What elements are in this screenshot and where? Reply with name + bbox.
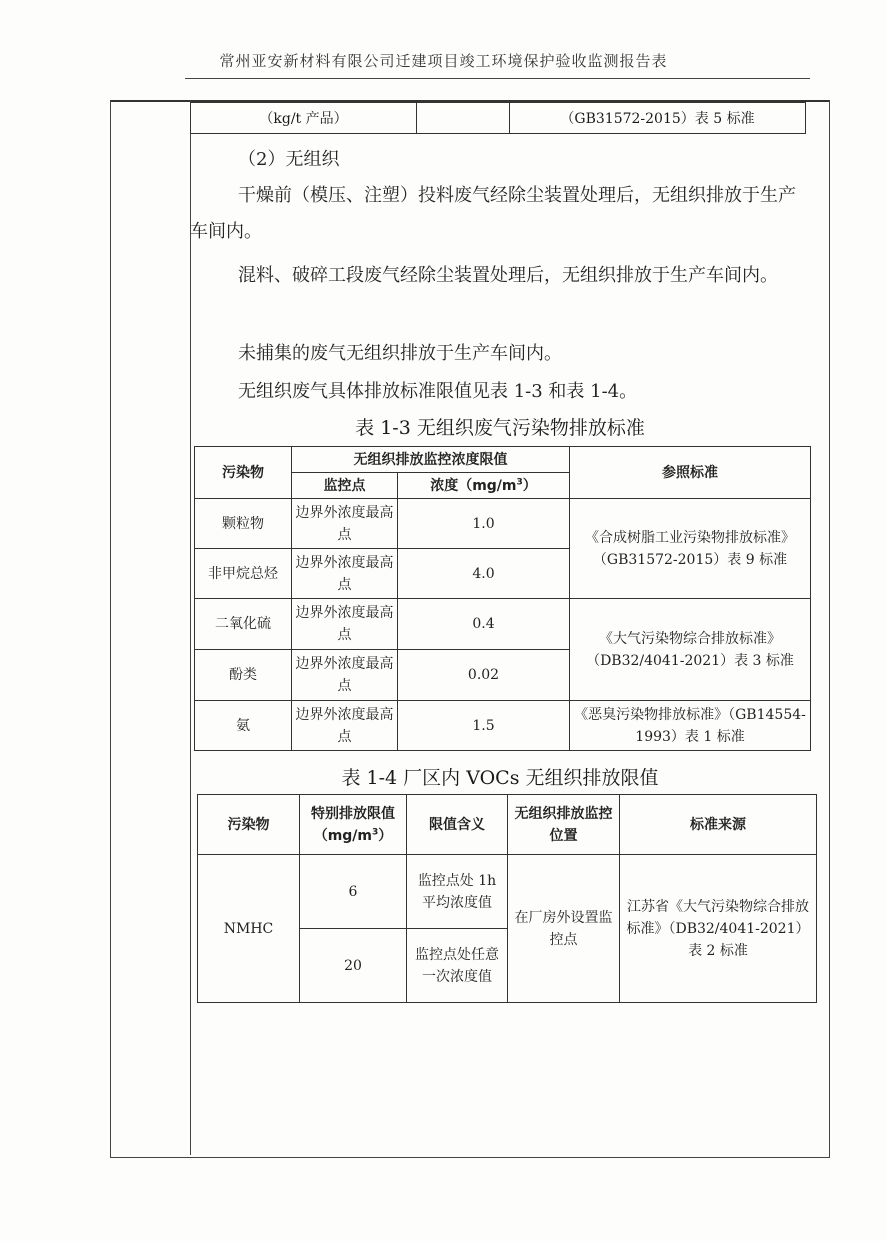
t14-value: 20: [300, 929, 407, 1003]
t13-header-standard: 参照标准: [570, 447, 811, 499]
table-1-4: [197, 794, 817, 1003]
t13-pollutant: 酚类: [195, 650, 292, 701]
page-header: 常州亚安新材料有限公司迁建项目竣工环境保护验收监测报告表: [219, 52, 668, 70]
t13-value: 1.0: [398, 499, 570, 549]
t13-value: 1.5: [398, 701, 570, 751]
header-rule: [185, 78, 810, 79]
t14-location: 在厂房外设置监控点: [508, 855, 620, 1003]
t14-source: 江苏省《大气污染物综合排放标准》（DB32/4041-2021）表 2 标准: [620, 855, 817, 1003]
t14-header-pollutant: 污染物: [198, 795, 300, 855]
t13-header-limit: 无组织排放监控浓度限值: [292, 447, 570, 473]
t13-value: 0.02: [398, 650, 570, 701]
t13-point: 边界外浓度最高点: [292, 650, 398, 701]
paragraph-4: 无组织废气具体排放标准限值见表 1-3 和表 1-4。: [238, 381, 638, 402]
t13-standard-gb31572: 《合成树脂工业污染物排放标准》（GB31572-2015）表 9 标准: [570, 499, 811, 599]
t14-header-meaning: 限值含义: [407, 795, 508, 855]
paragraph-1: 干燥前（模压、注塑）投料废气经除尘装置处理后，无组织排放于生产车间内。: [190, 185, 796, 242]
paragraph-2: 混料、破碎工段废气经除尘装置处理后，无组织排放于生产车间内。: [238, 265, 778, 286]
table13-caption: 表 1-3 无组织废气污染物排放标准: [355, 417, 645, 439]
top-cell-standard: （GB31572-2015）表 5 标准: [510, 103, 806, 134]
t13-header-pollutant: 污染物: [195, 447, 292, 499]
t14-meaning: 监控点处 1h 平均浓度值: [407, 855, 508, 929]
t13-pollutant: 颗粒物: [195, 499, 292, 549]
t13-pollutant: 二氧化硫: [195, 599, 292, 650]
t14-header-location: 无组织排放监控位置: [508, 795, 620, 855]
t13-value: 0.4: [398, 599, 570, 650]
t13-header-point: 监控点: [292, 473, 398, 499]
t14-meaning: 监控点处任意一次浓度值: [407, 929, 508, 1003]
t14-value: 6: [300, 855, 407, 929]
t14-pollutant: NMHC: [198, 855, 300, 1003]
top-cell-unit: （kg/t 产品）: [191, 103, 417, 134]
t13-standard-db32: 《大气污染物综合排放标准》（DB32/4041-2021）表 3 标准: [570, 599, 811, 701]
t13-pollutant: 非甲烷总烃: [195, 549, 292, 599]
top-cell-empty: [417, 103, 510, 134]
t14-header-source: 标准来源: [620, 795, 817, 855]
t13-value: 4.0: [398, 549, 570, 599]
t13-point: 边界外浓度最高点: [292, 549, 398, 599]
section-heading: （2）无组织: [238, 149, 340, 170]
table-1-3: [194, 446, 811, 751]
t13-standard-gb14554: 《恶臭污染物排放标准》（GB14554-1993）表 1 标准: [570, 701, 811, 751]
t13-point: 边界外浓度最高点: [292, 599, 398, 650]
t13-point: 边界外浓度最高点: [292, 701, 398, 751]
previous-table-remnant: [190, 102, 806, 134]
t13-pollutant: 氨: [195, 701, 292, 751]
t14-header-limit: 特别排放限值$(mg/m^3)$: [300, 795, 407, 855]
t13-point: 边界外浓度最高点: [292, 499, 398, 549]
paragraph-3: 未捕集的废气无组织排放于生产车间内。: [238, 343, 562, 364]
table14-caption: 表 1-4 厂区内 VOCs 无组织排放限值: [341, 767, 659, 789]
t13-header-conc: 浓度$(mg/m^3)$: [398, 473, 570, 499]
